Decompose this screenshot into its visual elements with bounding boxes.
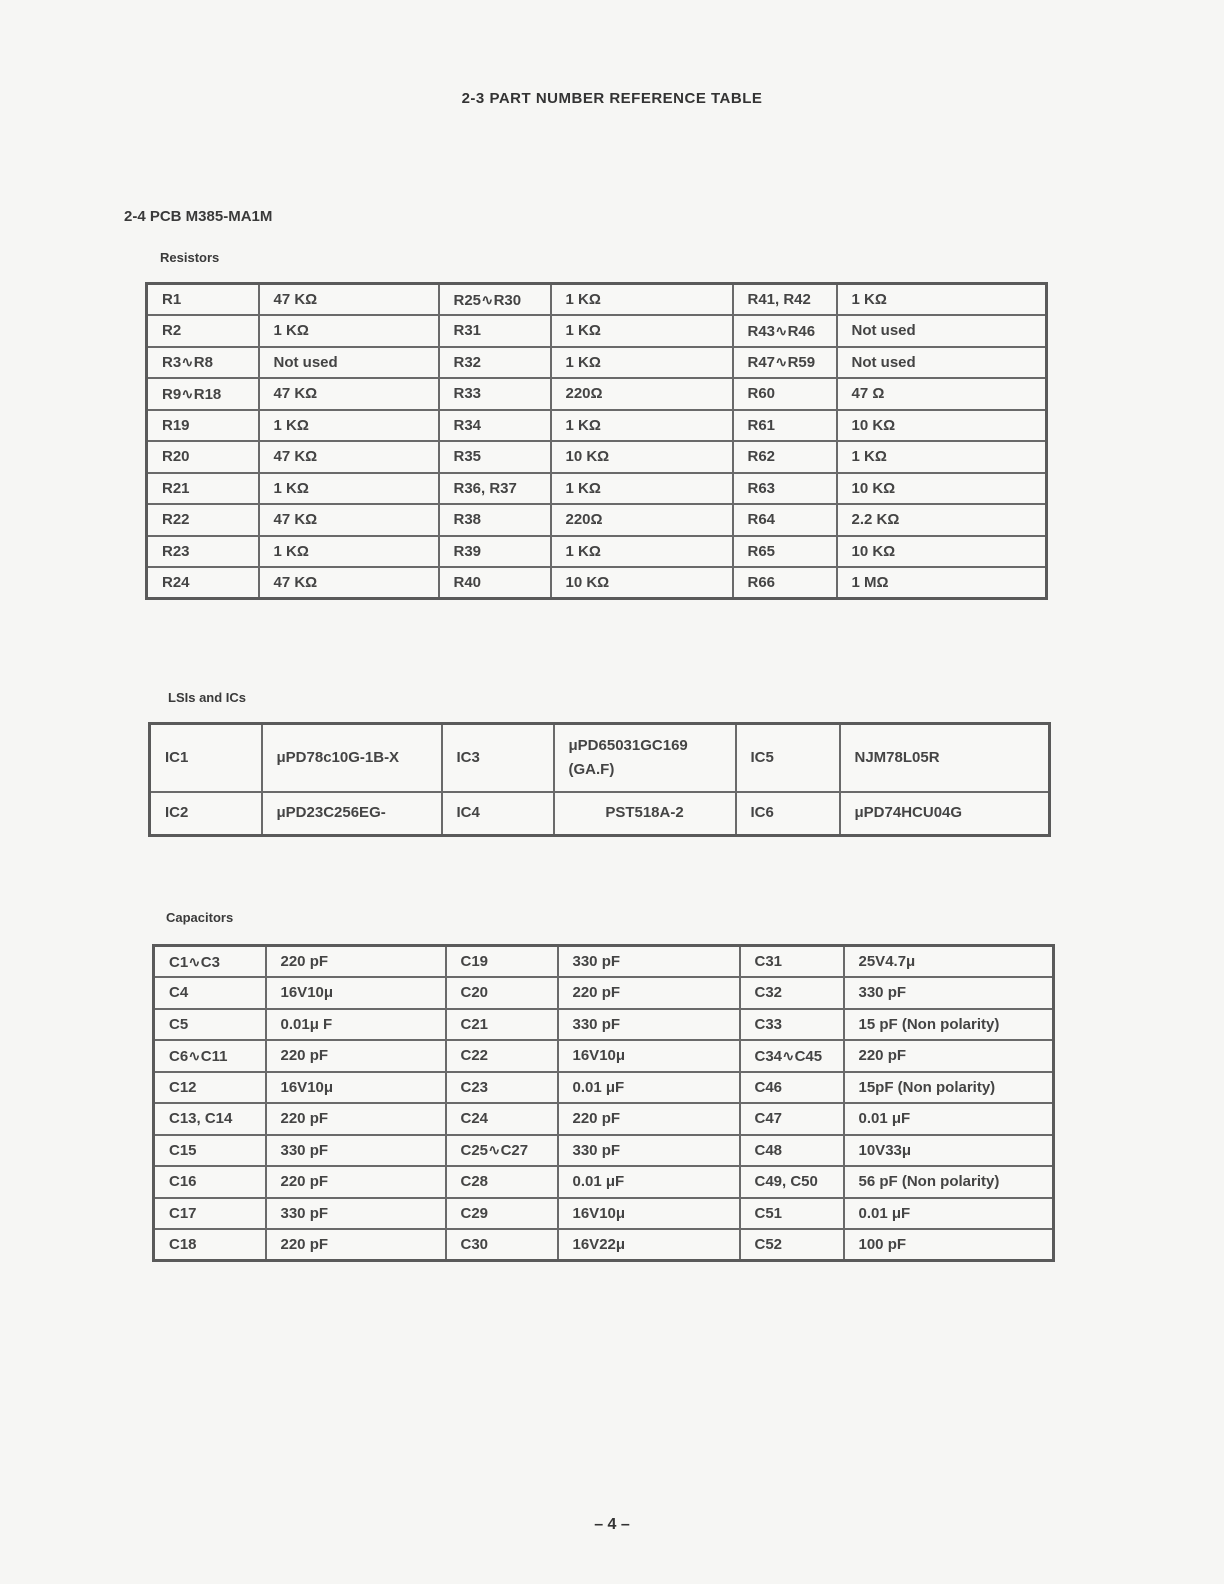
capacitor-value-cell: 330 pF [558, 946, 740, 978]
resistor-ref-cell: R33 [439, 378, 551, 410]
resistor-value-cell: 220Ω [551, 504, 733, 536]
resistor-ref-cell: R35 [439, 441, 551, 473]
resistor-ref-cell: R66 [733, 567, 837, 599]
capacitor-value-cell: 15pF (Non polarity) [844, 1072, 1054, 1104]
capacitor-ref-cell: C33 [740, 1009, 844, 1041]
capacitor-value-cell: 16V10μ [558, 1040, 740, 1072]
resistor-ref-cell: R62 [733, 441, 837, 473]
resistor-ref-cell: R9∿R18 [147, 378, 259, 410]
capacitor-value-cell: 0.01 μF [558, 1072, 740, 1104]
lsi-ref-cell: IC5 [736, 724, 840, 792]
resistor-value-cell: 1 KΩ [837, 284, 1047, 316]
capacitor-ref-cell: C51 [740, 1198, 844, 1230]
lsis-heading: LSIs and ICs [168, 690, 247, 705]
capacitor-ref-cell: C17 [154, 1198, 266, 1230]
capacitor-value-cell: 16V10μ [266, 1072, 446, 1104]
resistor-value-cell: 1 KΩ [551, 536, 733, 568]
capacitor-value-cell: 25V4.7μ [844, 946, 1054, 978]
capacitor-value-cell: 16V10μ [266, 977, 446, 1009]
resistors-table [145, 282, 1048, 600]
resistor-row [147, 536, 1047, 568]
resistor-ref-cell: R2 [147, 315, 259, 347]
lsi-value-cell: NJM78L05R [840, 724, 1050, 792]
resistor-ref-cell: R20 [147, 441, 259, 473]
resistor-value-cell: 47 KΩ [259, 567, 439, 599]
capacitor-ref-cell: C47 [740, 1103, 844, 1135]
resistor-value-cell: 1 KΩ [551, 347, 733, 379]
capacitor-value-cell: 0.01 μF [844, 1103, 1054, 1135]
lsi-value-cell: μPD78c10G-1B-X [262, 724, 442, 792]
resistor-value-cell: 220Ω [551, 378, 733, 410]
resistor-value-cell: 10 KΩ [837, 410, 1047, 442]
resistor-ref-cell: R39 [439, 536, 551, 568]
capacitor-ref-cell: C32 [740, 977, 844, 1009]
resistor-value-cell: 47 KΩ [259, 284, 439, 316]
capacitor-row [154, 977, 1054, 1009]
resistor-ref-cell: R61 [733, 410, 837, 442]
capacitor-ref-cell: C4 [154, 977, 266, 1009]
resistor-row [147, 315, 1047, 347]
resistor-ref-cell: R43∿R46 [733, 315, 837, 347]
capacitor-value-cell: 16V10μ [558, 1198, 740, 1230]
capacitor-ref-cell: C25∿C27 [446, 1135, 558, 1167]
capacitor-value-cell: 220 pF [266, 1166, 446, 1198]
capacitor-row [154, 1009, 1054, 1041]
capacitor-row [154, 1072, 1054, 1104]
capacitor-ref-cell: C24 [446, 1103, 558, 1135]
capacitor-row [154, 1229, 1054, 1261]
capacitor-ref-cell: C34∿C45 [740, 1040, 844, 1072]
resistor-ref-cell: R36, R37 [439, 473, 551, 505]
capacitor-ref-cell: C6∿C11 [154, 1040, 266, 1072]
capacitor-ref-cell: C28 [446, 1166, 558, 1198]
capacitor-value-cell: 330 pF [558, 1009, 740, 1041]
lsi-value-cell: μPD23C256EG- [262, 792, 442, 836]
resistor-value-cell: 10 KΩ [551, 441, 733, 473]
resistor-value-cell: 1 KΩ [259, 473, 439, 505]
capacitor-row [154, 1040, 1054, 1072]
capacitor-value-cell: 220 pF [266, 1040, 446, 1072]
capacitor-ref-cell: C5 [154, 1009, 266, 1041]
lsi-ref-cell: IC3 [442, 724, 554, 792]
resistor-ref-cell: R1 [147, 284, 259, 316]
resistor-ref-cell: R24 [147, 567, 259, 599]
capacitor-value-cell: 220 pF [558, 977, 740, 1009]
capacitor-ref-cell: C19 [446, 946, 558, 978]
resistor-row [147, 504, 1047, 536]
capacitor-value-cell: 0.01μ F [266, 1009, 446, 1041]
lsi-ref-cell: IC4 [442, 792, 554, 836]
resistor-value-cell: 1 KΩ [551, 473, 733, 505]
capacitor-value-cell: 220 pF [266, 1229, 446, 1261]
resistor-ref-cell: R47∿R59 [733, 347, 837, 379]
capacitor-row [154, 1103, 1054, 1135]
capacitor-ref-cell: C16 [154, 1166, 266, 1198]
resistors-heading: Resistors [160, 250, 220, 265]
resistor-value-cell: Not used [837, 315, 1047, 347]
resistor-value-cell: 47 KΩ [259, 441, 439, 473]
capacitor-ref-cell: C29 [446, 1198, 558, 1230]
resistor-value-cell: 47 KΩ [259, 504, 439, 536]
lsi-value-cell: PST518A-2 [554, 792, 736, 836]
resistor-ref-cell: R60 [733, 378, 837, 410]
resistor-value-cell: 1 KΩ [837, 441, 1047, 473]
lsi-ref-cell: IC6 [736, 792, 840, 836]
lsi-row [150, 724, 1050, 792]
resistor-ref-cell: R65 [733, 536, 837, 568]
capacitor-value-cell: 100 pF [844, 1229, 1054, 1261]
capacitor-row [154, 1166, 1054, 1198]
resistor-row [147, 441, 1047, 473]
capacitor-ref-cell: C49, C50 [740, 1166, 844, 1198]
capacitor-ref-cell: C12 [154, 1072, 266, 1104]
capacitor-value-cell: 330 pF [558, 1135, 740, 1167]
capacitor-value-cell: 330 pF [266, 1135, 446, 1167]
capacitor-ref-cell: C13, C14 [154, 1103, 266, 1135]
resistor-row [147, 347, 1047, 379]
resistor-ref-cell: R41, R42 [733, 284, 837, 316]
capacitor-ref-cell: C21 [446, 1009, 558, 1041]
capacitor-value-cell: 220 pF [266, 1103, 446, 1135]
resistor-ref-cell: R63 [733, 473, 837, 505]
capacitor-value-cell: 10V33μ [844, 1135, 1054, 1167]
resistor-row [147, 473, 1047, 505]
resistor-row [147, 284, 1047, 316]
capacitor-row [154, 1135, 1054, 1167]
capacitor-ref-cell: C1∿C3 [154, 946, 266, 978]
resistor-ref-cell: R40 [439, 567, 551, 599]
resistor-value-cell: 1 KΩ [551, 410, 733, 442]
resistor-value-cell: 1 KΩ [551, 284, 733, 316]
capacitor-value-cell: 330 pF [844, 977, 1054, 1009]
resistor-ref-cell: R3∿R8 [147, 347, 259, 379]
resistor-value-cell: 10 KΩ [837, 473, 1047, 505]
capacitor-value-cell: 220 pF [266, 946, 446, 978]
resistor-value-cell: 1 KΩ [259, 536, 439, 568]
resistor-value-cell: 47 Ω [837, 378, 1047, 410]
capacitor-ref-cell: C22 [446, 1040, 558, 1072]
capacitor-value-cell: 220 pF [844, 1040, 1054, 1072]
resistor-value-cell: 1 KΩ [259, 315, 439, 347]
resistor-row [147, 410, 1047, 442]
resistor-value-cell: Not used [837, 347, 1047, 379]
resistor-row [147, 567, 1047, 599]
capacitors-table [152, 944, 1055, 1262]
resistor-value-cell: 1 MΩ [837, 567, 1047, 599]
capacitor-row [154, 946, 1054, 978]
lsi-ref-cell: IC2 [150, 792, 262, 836]
capacitor-row [154, 1198, 1054, 1230]
capacitor-ref-cell: C18 [154, 1229, 266, 1261]
capacitor-ref-cell: C31 [740, 946, 844, 978]
capacitor-ref-cell: C46 [740, 1072, 844, 1104]
capacitor-ref-cell: C48 [740, 1135, 844, 1167]
page-number: – 4 – [594, 1516, 630, 1533]
resistor-value-cell: 1 KΩ [551, 315, 733, 347]
resistor-ref-cell: R25∿R30 [439, 284, 551, 316]
lsis-table [148, 722, 1051, 837]
resistor-ref-cell: R31 [439, 315, 551, 347]
resistor-ref-cell: R21 [147, 473, 259, 505]
resistor-value-cell: 10 KΩ [837, 536, 1047, 568]
resistor-ref-cell: R19 [147, 410, 259, 442]
capacitor-value-cell: 0.01 μF [558, 1166, 740, 1198]
resistor-value-cell: 47 KΩ [259, 378, 439, 410]
lsi-ref-cell: IC1 [150, 724, 262, 792]
resistor-ref-cell: R34 [439, 410, 551, 442]
resistor-ref-cell: R23 [147, 536, 259, 568]
capacitor-value-cell: 56 pF (Non polarity) [844, 1166, 1054, 1198]
capacitor-value-cell: 330 pF [266, 1198, 446, 1230]
capacitor-ref-cell: C52 [740, 1229, 844, 1261]
resistor-value-cell: Not used [259, 347, 439, 379]
resistor-ref-cell: R64 [733, 504, 837, 536]
section-title: 2-4 PCB M385-MA1M [124, 208, 273, 225]
resistor-value-cell: 10 KΩ [551, 567, 733, 599]
lsi-value-cell: μPD74HCU04G [840, 792, 1050, 836]
capacitor-ref-cell: C30 [446, 1229, 558, 1261]
capacitor-ref-cell: C20 [446, 977, 558, 1009]
resistor-ref-cell: R32 [439, 347, 551, 379]
capacitor-ref-cell: C23 [446, 1072, 558, 1104]
capacitor-value-cell: 0.01 μF [844, 1198, 1054, 1230]
resistor-row [147, 378, 1047, 410]
resistor-ref-cell: R22 [147, 504, 259, 536]
resistor-value-cell: 1 KΩ [259, 410, 439, 442]
capacitor-value-cell: 220 pF [558, 1103, 740, 1135]
page-title: 2-3 PART NUMBER REFERENCE TABLE [461, 90, 763, 107]
capacitor-value-cell: 15 pF (Non polarity) [844, 1009, 1054, 1041]
lsi-value-cell: μPD65031GC169 (GA.F) [554, 724, 736, 792]
capacitors-heading: Capacitors [166, 910, 234, 925]
lsi-row [150, 792, 1050, 836]
capacitor-value-cell: 16V22μ [558, 1229, 740, 1261]
resistor-ref-cell: R38 [439, 504, 551, 536]
capacitor-ref-cell: C15 [154, 1135, 266, 1167]
resistor-value-cell: 2.2 KΩ [837, 504, 1047, 536]
